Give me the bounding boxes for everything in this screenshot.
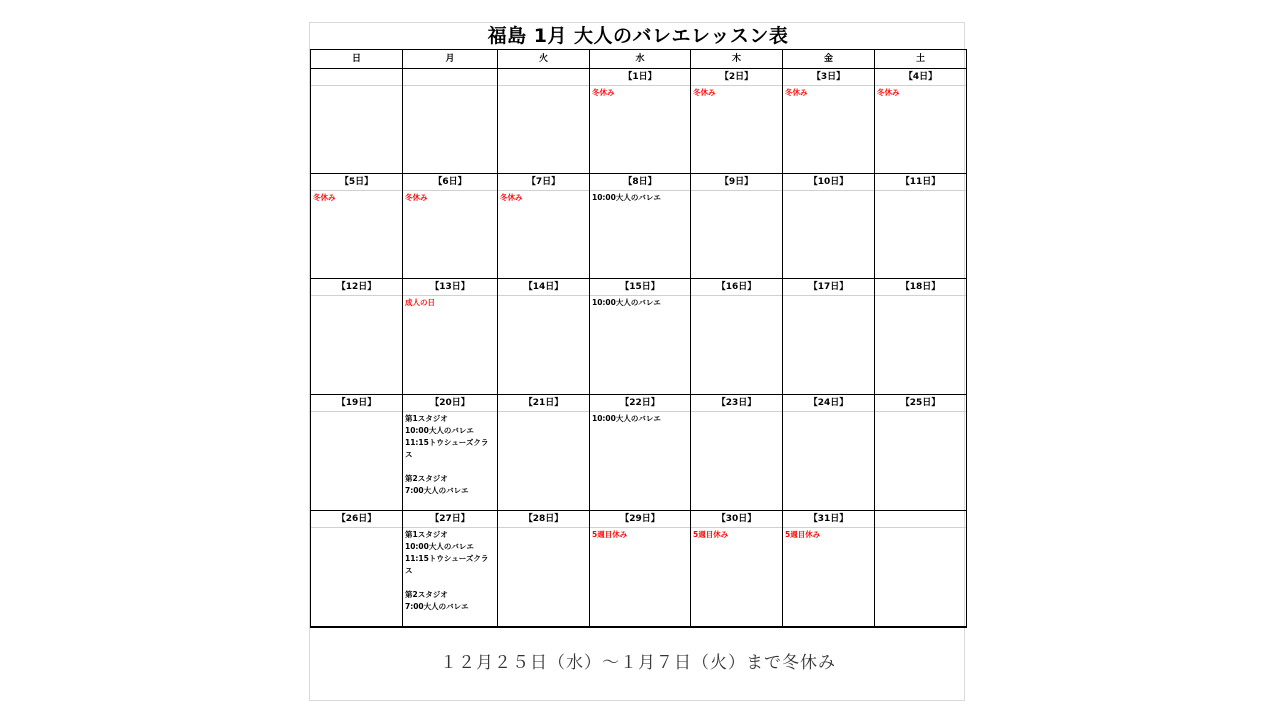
day-cell xyxy=(691,511,783,628)
day-events xyxy=(875,191,966,192)
day-cell xyxy=(403,69,498,174)
day-number: 【9日】 xyxy=(691,174,782,191)
day-events: 5週目休み xyxy=(693,530,729,539)
day-cell xyxy=(783,174,875,279)
day-cell xyxy=(403,174,498,279)
day-cell xyxy=(691,69,783,174)
day-cell xyxy=(691,395,783,511)
day-cell xyxy=(590,511,691,628)
day-events xyxy=(403,86,497,87)
day-cell xyxy=(311,395,403,511)
day-number: 【20日】 xyxy=(403,395,497,412)
day-events: 10:00大人のバレエ xyxy=(592,414,661,423)
day-events xyxy=(498,528,589,529)
day-number: 【27日】 xyxy=(403,511,497,528)
day-cell xyxy=(875,279,967,395)
day-events xyxy=(311,86,402,87)
day-number: 【6日】 xyxy=(403,174,497,191)
day-events xyxy=(783,412,874,413)
day-events: 第1スタジオ 10:00大人のバレエ 11:15トウシューズクラス 第2スタジオ 7:00大人のバレエ xyxy=(405,414,489,495)
day-events xyxy=(311,296,402,297)
day-number: 【17日】 xyxy=(783,279,874,296)
week-row xyxy=(311,511,967,628)
day-number: 【4日】 xyxy=(875,69,966,86)
week-row xyxy=(311,69,967,174)
day-number: 【19日】 xyxy=(311,395,402,412)
day-cell xyxy=(498,395,590,511)
day-cell xyxy=(311,279,403,395)
weekday-header: 金 xyxy=(783,50,875,69)
day-cell xyxy=(783,279,875,395)
day-cell xyxy=(590,174,691,279)
day-events: 冬休み xyxy=(785,88,808,97)
weekday-header: 月 xyxy=(403,50,498,69)
day-number: 【29日】 xyxy=(590,511,690,528)
week-row xyxy=(311,395,967,511)
day-number xyxy=(311,69,402,86)
day-cell xyxy=(875,511,967,628)
day-cell xyxy=(311,69,403,174)
day-events xyxy=(691,412,782,413)
day-number xyxy=(498,69,589,86)
weekday-header: 水 xyxy=(590,50,691,69)
day-cell xyxy=(498,279,590,395)
day-events: 冬休み xyxy=(313,193,336,202)
day-events xyxy=(691,191,782,192)
day-cell xyxy=(311,511,403,628)
day-cell xyxy=(590,69,691,174)
day-events xyxy=(875,412,966,413)
day-number: 【1日】 xyxy=(590,69,690,86)
day-events: 冬休み xyxy=(405,193,428,202)
day-events: 10:00大人のバレエ xyxy=(592,298,661,307)
weekday-header-row xyxy=(311,50,967,69)
day-cell xyxy=(498,511,590,628)
day-events xyxy=(691,296,782,297)
calendar-table xyxy=(310,49,967,628)
day-number: 【28日】 xyxy=(498,511,589,528)
day-events: 第1スタジオ 10:00大人のバレエ 11:15トウシューズクラス 第2スタジオ 7:00大人のバレエ xyxy=(405,530,489,611)
day-cell xyxy=(691,174,783,279)
day-events xyxy=(498,412,589,413)
day-events: 10:00大人のバレエ xyxy=(592,193,661,202)
day-number: 【22日】 xyxy=(590,395,690,412)
day-number: 【10日】 xyxy=(783,174,874,191)
day-events xyxy=(311,412,402,413)
day-events xyxy=(783,296,874,297)
day-number: 【13日】 xyxy=(403,279,497,296)
lesson-schedule-sheet xyxy=(309,22,965,701)
day-cell xyxy=(783,511,875,628)
day-number: 【7日】 xyxy=(498,174,589,191)
day-number: 【2日】 xyxy=(691,69,782,86)
day-number: 【8日】 xyxy=(590,174,690,191)
day-number: 【25日】 xyxy=(875,395,966,412)
day-number: 【30日】 xyxy=(691,511,782,528)
winter-break-note: １２月２５日（水）～１月７日（火）まで冬休み xyxy=(310,626,966,702)
weekday-header: 木 xyxy=(691,50,783,69)
day-number: 【23日】 xyxy=(691,395,782,412)
day-number: 【26日】 xyxy=(311,511,402,528)
day-cell xyxy=(875,69,967,174)
day-events xyxy=(498,296,589,297)
day-events: 冬休み xyxy=(592,88,615,97)
day-events: 5週目休み xyxy=(785,530,821,539)
day-events xyxy=(498,86,589,87)
day-cell xyxy=(875,395,967,511)
day-number: 【11日】 xyxy=(875,174,966,191)
day-number: 【16日】 xyxy=(691,279,782,296)
day-number xyxy=(875,511,966,528)
weekday-header: 日 xyxy=(311,50,403,69)
week-row xyxy=(311,279,967,395)
day-cell xyxy=(403,511,498,628)
day-cell xyxy=(875,174,967,279)
day-events xyxy=(311,528,402,529)
page-title: 福島 1月 大人のバレエレッスン表 xyxy=(487,25,789,47)
week-row xyxy=(311,174,967,279)
day-events xyxy=(783,191,874,192)
day-cell xyxy=(403,395,498,511)
day-number: 【24日】 xyxy=(783,395,874,412)
day-number: 【15日】 xyxy=(590,279,690,296)
day-cell xyxy=(498,69,590,174)
day-cell xyxy=(691,279,783,395)
day-events: 成人の日 xyxy=(405,298,435,307)
day-events xyxy=(875,528,966,529)
day-cell xyxy=(783,395,875,511)
day-cell xyxy=(783,69,875,174)
day-number: 【31日】 xyxy=(783,511,874,528)
day-number: 【14日】 xyxy=(498,279,589,296)
day-events: 5週目休み xyxy=(592,530,628,539)
day-cell xyxy=(498,174,590,279)
day-number xyxy=(403,69,497,86)
day-number: 【3日】 xyxy=(783,69,874,86)
day-number: 【5日】 xyxy=(311,174,402,191)
day-cell xyxy=(311,174,403,279)
day-number: 【21日】 xyxy=(498,395,589,412)
day-number: 【18日】 xyxy=(875,279,966,296)
day-cell xyxy=(590,395,691,511)
weekday-header: 土 xyxy=(875,50,967,69)
day-events: 冬休み xyxy=(693,88,716,97)
day-events xyxy=(875,296,966,297)
weekday-header: 火 xyxy=(498,50,590,69)
day-events: 冬休み xyxy=(500,193,523,202)
day-events: 冬休み xyxy=(877,88,900,97)
day-cell xyxy=(590,279,691,395)
day-number: 【12日】 xyxy=(311,279,402,296)
day-cell xyxy=(403,279,498,395)
